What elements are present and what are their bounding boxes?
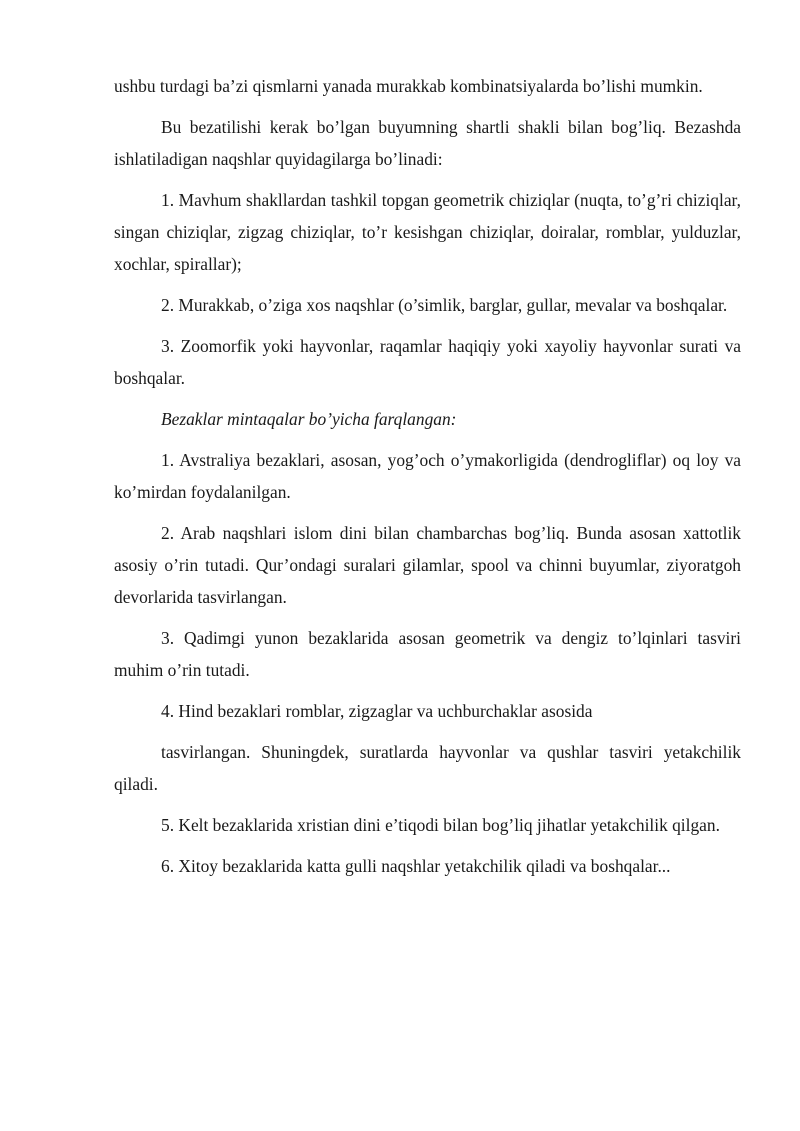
paragraph-intro-continuation: ushbu turdagi ba’zi qismlarni yanada murakkab kombinatsiyalarda bo’lishi mumkin. [114,76,703,96]
list-item-india-continuation: tasvirlangan. Shuningdek, suratlarda hayvonlar va qushlar tasviri yetakchilik qiladi. [114,742,741,794]
list-item-australia: 1. Avstraliya bezaklari, asosan, yog’och o’ymakorligida (dendrogliflar) oq loy va ko’mirdan foydalanilgan. [114,450,741,502]
list-item-arab: 2. Arab naqshlari islom dini bilan chambarchas bog’liq. Bunda asosan xattotlik asosiy o’rin tutadi. Qur’ondagi suralari gilamlar, spool va chinni buyumlar, ziyoratgoh devorlarida tasvirlangan. [114,523,741,607]
list-item-china: 6. Xitoy bezaklarida katta gulli naqshlar yetakchilik qiladi va boshqalar... [161,856,671,876]
list-item-zoomorphic: 3. Zoomorfik yoki hayvonlar, raqamlar haqiqiy yoki xayoliy hayvonlar surati va boshqalar. [114,336,741,388]
list-item-greek: 3. Qadimgi yunon bezaklarida asosan geometrik va dengiz to’lqinlari tasviri muhim o’rin tutadi. [114,628,741,680]
paragraph-ornament-shape: Bu bezatilishi kerak bo’lgan buyumning shartli shakli bilan bog’liq. Bezashda ishlatiladigan naqshlar quyidagilarga bo’linadi: [114,117,741,169]
list-item-india: 4. Hind bezaklari romblar, zigzaglar va uchburchaklar asosida [161,701,593,721]
section-heading-regions: Bezaklar mintaqalar bo’yicha farqlangan: [161,409,457,429]
list-item-celtic: 5. Kelt bezaklarida xristian dini e’tiqodi bilan bog’liq jihatlar yetakchilik qilgan. [161,815,720,835]
list-item-complex: 2. Murakkab, o’ziga xos naqshlar (o’simlik, barglar, gullar, mevalar va boshqalar. [161,295,728,315]
list-item-geometric: 1. Mavhum shakllardan tashkil topgan geometrik chiziqlar (nuqta, to’g’ri chiziqlar, singan chiziqlar, zigzag chiziqlar, to’r kesishgan chiziqlar, doiralar, romblar, yulduzlar, xochlar, spirallar); [114,190,741,274]
document-page [114,70,741,882]
